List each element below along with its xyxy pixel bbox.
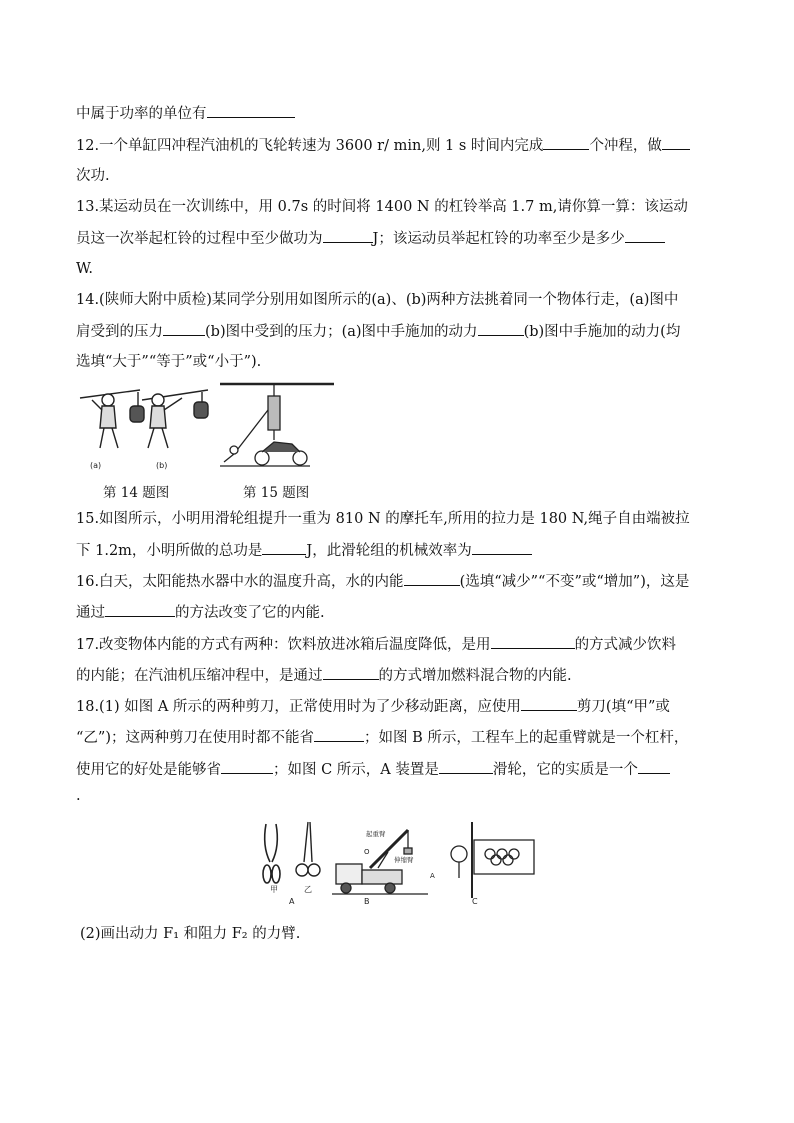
text: 的方式增加燃料混合物的内能. xyxy=(378,668,572,684)
line-20 xyxy=(80,924,300,944)
figure-14-15 xyxy=(78,380,338,472)
text: “乙”)；这两种剪刀在使用时都不能省 xyxy=(76,730,314,746)
text: ；如图 B 所示，工程车上的起重臂就是一个杠杆， xyxy=(363,730,689,746)
label-c: C xyxy=(472,897,478,906)
figure-14b-label: (b) xyxy=(156,461,168,470)
label-a: A xyxy=(289,897,295,906)
label-c-a: A xyxy=(430,872,435,880)
text: (选填“减少”“不变”或“增加”)，这是 xyxy=(459,574,690,590)
text: J；该运动员举起杠铃的功率至少是多少 xyxy=(372,231,625,247)
line-17 xyxy=(76,727,688,748)
text: 次功. xyxy=(76,168,110,184)
crane-truck xyxy=(332,830,428,894)
answer-blank[interactable] xyxy=(105,602,175,617)
line-6 xyxy=(76,259,93,279)
flagpole xyxy=(451,822,534,898)
answer-blank[interactable] xyxy=(439,759,493,774)
text: 17.改变物体内能的方式有两种：饮料放进冰箱后温度降低，是用 xyxy=(76,637,491,653)
label-yi: 乙 xyxy=(304,885,312,894)
line-10 xyxy=(76,509,690,529)
label-jia: 甲 xyxy=(270,885,278,894)
answer-blank[interactable] xyxy=(207,103,295,118)
line-19 xyxy=(76,786,81,806)
answer-blank[interactable] xyxy=(221,759,273,774)
text: 中属于功率的单位有 xyxy=(76,106,207,122)
answer-blank[interactable] xyxy=(478,321,524,336)
figure-15-caption: 第 15 题图 xyxy=(243,485,310,501)
text: 的方式减少饮料 xyxy=(574,637,677,653)
label-telescopic: 伸缩臂 xyxy=(394,856,414,864)
line-14 xyxy=(76,634,676,655)
text: 14.(陕师大附中质检)某同学分别用如图所示的(a)、(b)两种方法挑着同一个物体行走，(a)图中 xyxy=(76,292,679,308)
figure-14a-label: (a) xyxy=(90,461,102,470)
scissors-jia xyxy=(263,824,280,883)
figure-15 xyxy=(220,384,334,466)
text: 通过 xyxy=(76,605,105,621)
answer-blank[interactable] xyxy=(638,759,670,774)
text: 的内能；在汽油机压缩冲程中，是通过 xyxy=(76,668,323,684)
answer-blank[interactable] xyxy=(262,540,306,555)
line-2 xyxy=(76,135,690,156)
text: 16.白天，太阳能热水器中水的温度升高，水的内能 xyxy=(76,574,404,590)
answer-blank[interactable] xyxy=(163,321,205,336)
answer-blank[interactable] xyxy=(472,540,532,555)
text: (b)图中手施加的动力(均 xyxy=(523,324,681,340)
text: 滑轮，它的实质是一个 xyxy=(492,762,638,778)
answer-blank[interactable] xyxy=(314,727,364,742)
answer-blank[interactable] xyxy=(404,571,460,586)
text: 18.(1) 如图 A 所示的两种剪刀，正常使用时为了少移动距离，应使用 xyxy=(76,699,521,715)
label-o: O xyxy=(364,848,370,856)
label-boom: 起重臂 xyxy=(366,830,386,838)
text: (2)画出动力 F₁ 和阻力 F₂ 的力臂. xyxy=(80,926,301,942)
label-b: B xyxy=(364,897,370,906)
line-8 xyxy=(76,321,680,342)
figure-14-caption: 第 14 题图 xyxy=(103,485,170,501)
text: (b)图中受到的压力；(a)图中手施加的动力 xyxy=(205,324,478,340)
line-3 xyxy=(76,166,110,186)
line-5 xyxy=(76,228,665,249)
text: 15.如图所示，小明用滑轮组提升一重为 810 N 的摩托车,所用的拉力是 180 N,绳子自由端被拉 xyxy=(76,511,690,527)
text: 员这一次举起杠铃的过程中至少做功为 xyxy=(76,231,323,247)
line-18 xyxy=(76,759,670,780)
line-13 xyxy=(76,602,325,623)
text: 个冲程，做 xyxy=(589,138,662,154)
text: 下 1.2m，小明所做的总功是 xyxy=(76,543,263,559)
text: 12.一个单缸四冲程汽油机的飞轮转速为 3600 r/ min,则 1 s 时间内完成 xyxy=(76,138,544,154)
answer-blank[interactable] xyxy=(323,665,379,680)
line-7 xyxy=(76,290,678,310)
answer-blank[interactable] xyxy=(521,696,577,711)
line-12 xyxy=(76,571,689,592)
line-4 xyxy=(76,197,688,217)
text: . xyxy=(76,788,81,804)
figure-18 xyxy=(258,818,538,910)
text: W. xyxy=(76,261,93,277)
text: 剪刀(填“甲”或 xyxy=(576,699,670,715)
text: ；如图 C 所示，A 装置是 xyxy=(273,762,439,778)
answer-blank[interactable] xyxy=(543,135,589,150)
answer-blank[interactable] xyxy=(491,634,575,649)
answer-blank[interactable] xyxy=(662,135,690,150)
text: 的方法改变了它的内能. xyxy=(175,605,325,621)
line-1 xyxy=(76,103,295,124)
scissors-yi xyxy=(296,822,320,876)
text: J，此滑轮组的机械效率为 xyxy=(306,543,472,559)
text: 使用它的好处是能够省 xyxy=(76,762,221,778)
answer-blank[interactable] xyxy=(323,228,373,243)
text: 13.某运动员在一次训练中，用 0.7s 的时间将 1400 N 的杠铃举高 1.7 m,请你算一算：该运动 xyxy=(76,199,688,215)
line-11 xyxy=(76,540,532,561)
line-9 xyxy=(76,352,261,372)
text: 肩受到的压力 xyxy=(76,324,163,340)
figure-14a xyxy=(80,390,144,470)
line-15 xyxy=(76,665,572,686)
line-16 xyxy=(76,696,670,717)
text: 选填“大于”“等于”或“小于”). xyxy=(76,354,262,370)
figure-14b xyxy=(142,390,208,470)
answer-blank[interactable] xyxy=(625,228,665,243)
